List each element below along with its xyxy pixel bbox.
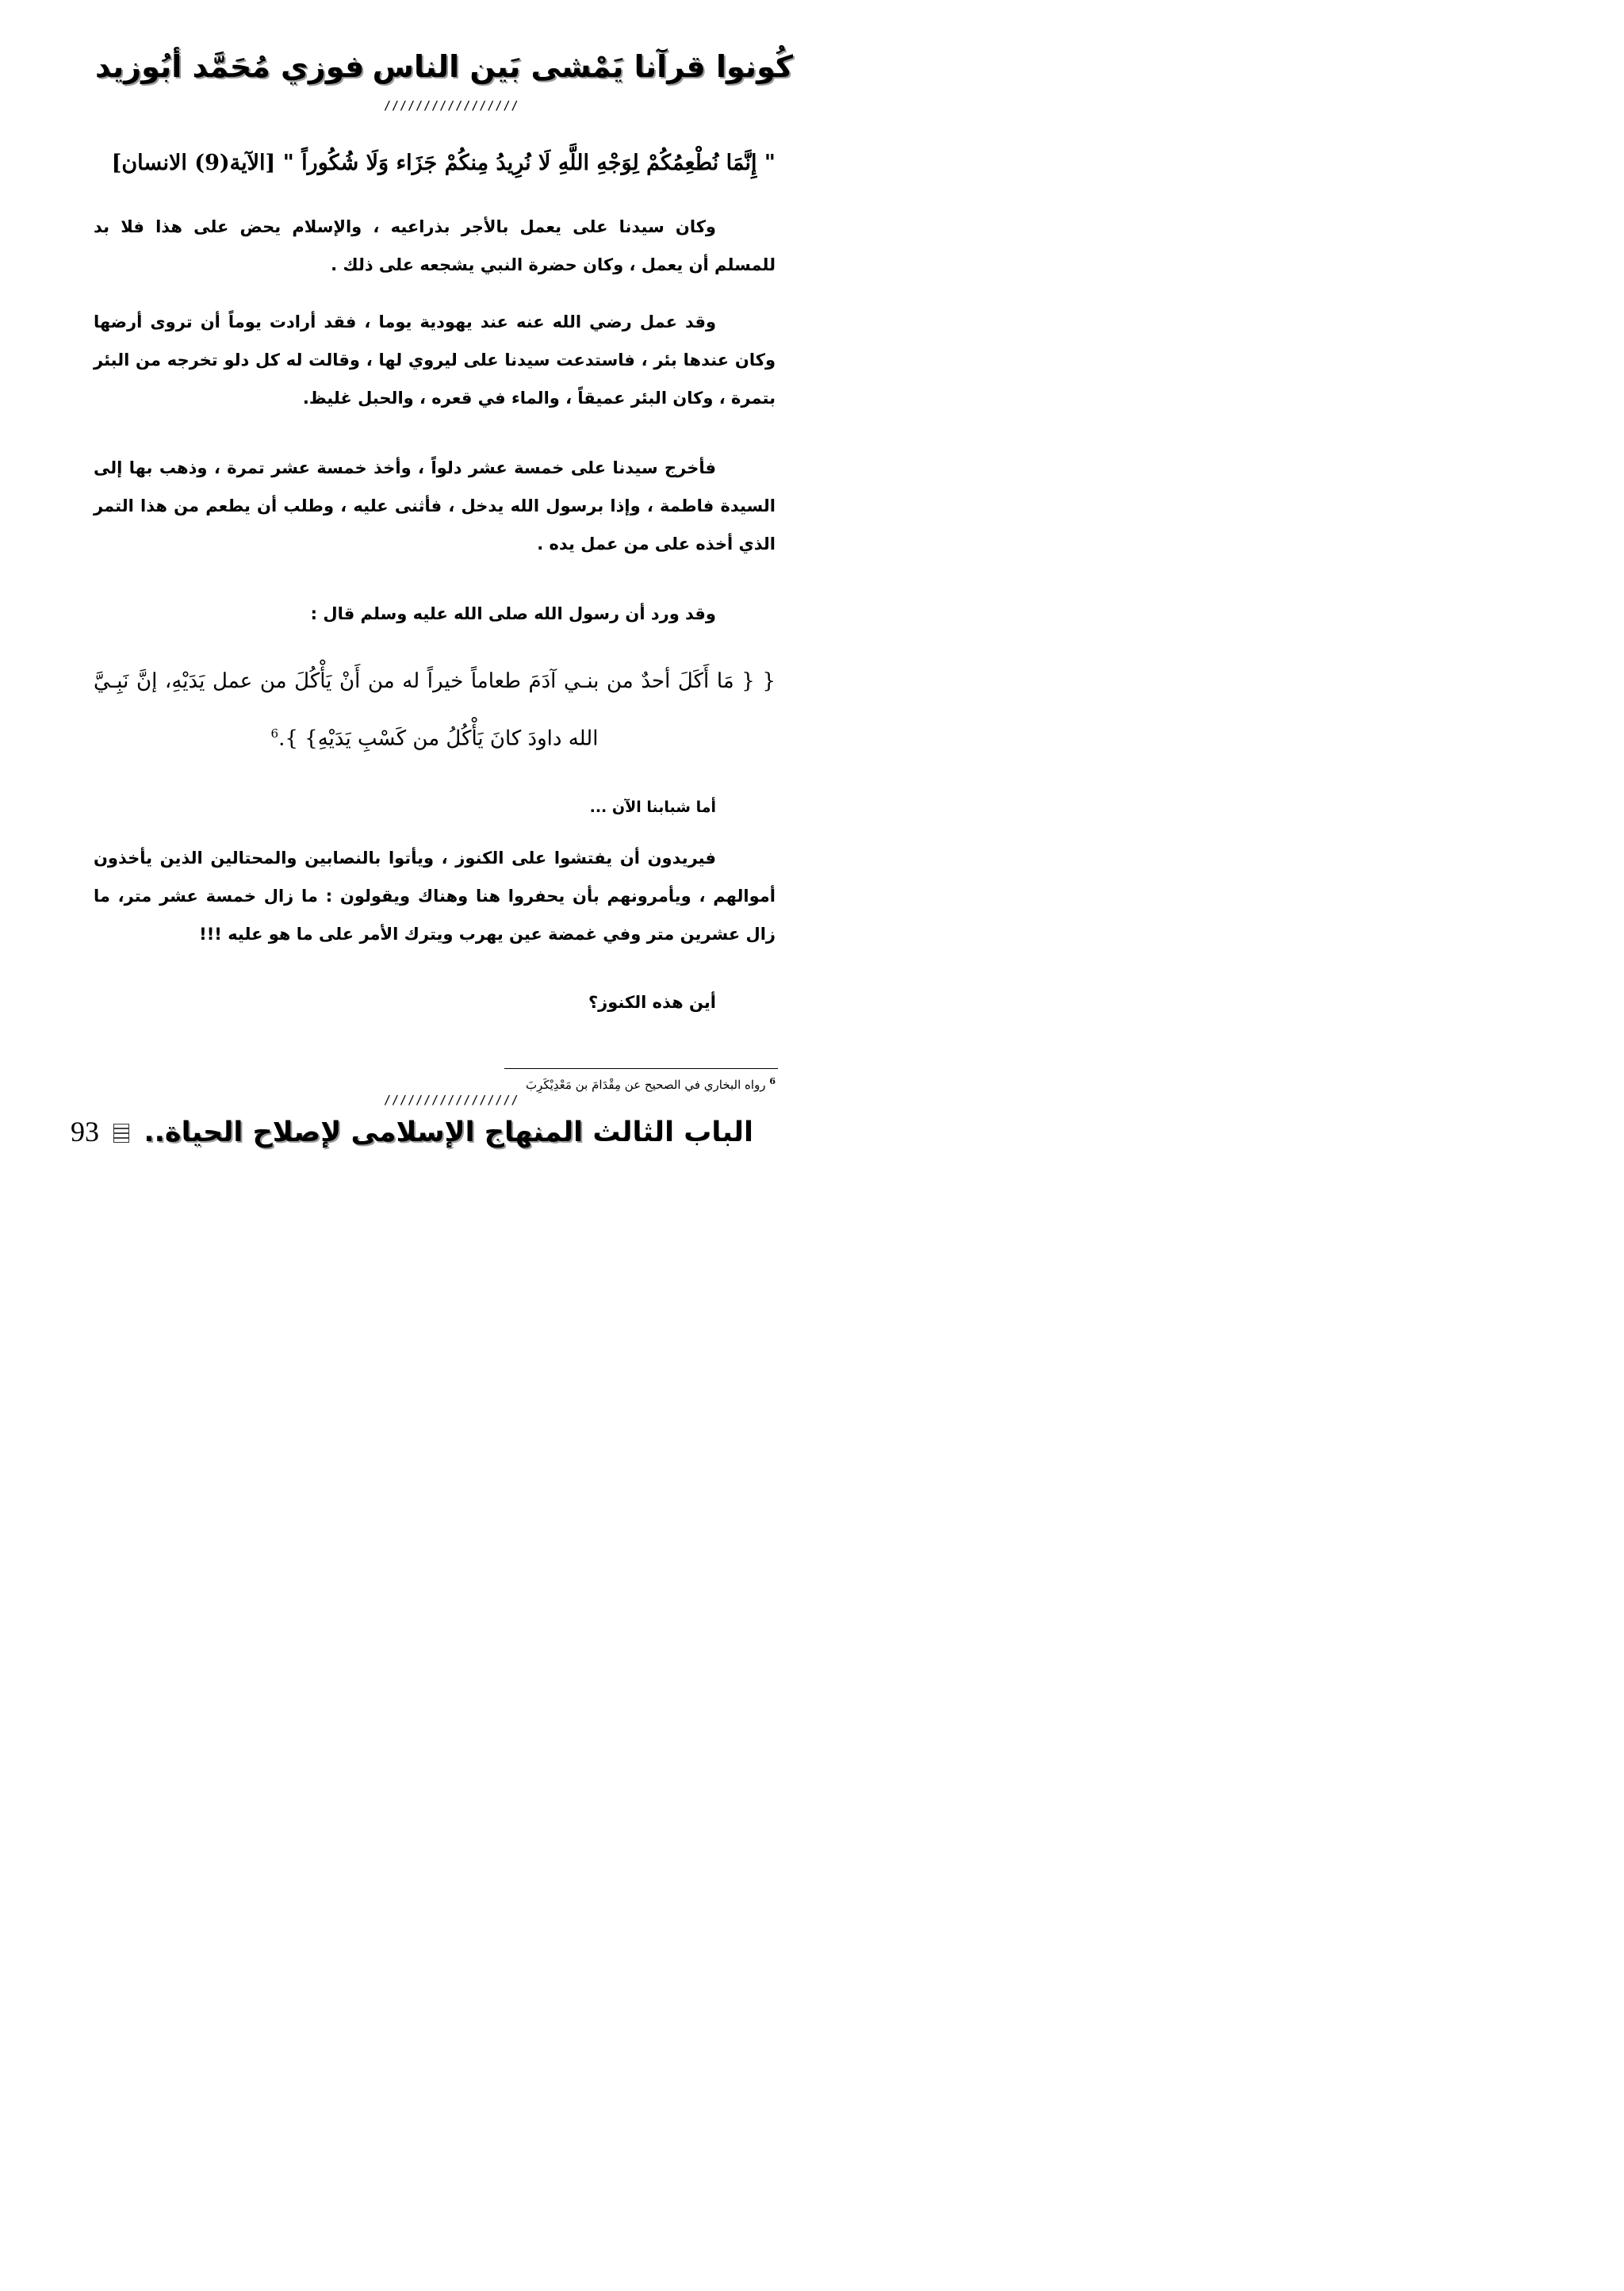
paragraph-5: فيريدون أن يفتشوا على الكنوز ، ويأتوا بالنصابين والمحتالين الذين يأخذون أموالهم ، ويأمرونهم بأن يحفروا هنا وهناك ويقولون : ما زال خمسة عشر متر، ما زال عشرين متر وفي غمضة عين يهرب ويترك الأمر على ما هو عليه !!!	[94, 849, 776, 944]
page-number: 93	[70, 1116, 99, 1147]
quran-verse: " إِنَّمَا نُطْعِمُكُمْ لِوَجْهِ اللَّهِ لَا نُرِيدُ مِنكُمْ جَزَاء وَلَا شُكُوراً " [الآية(9) الانسان]	[111, 151, 776, 175]
footnote	[526, 1076, 776, 1092]
footnote-number: 6	[769, 1076, 776, 1086]
page-header	[95, 49, 793, 97]
hadith-quote	[94, 655, 776, 765]
document-icon	[113, 1124, 129, 1143]
hadith-text: { { مَا أَكَلَ أحدٌ من بنـي آدَمَ طعاماً خيراً له من أَنْ يَأْكُلَ من عمل يَدَيْهِ، إنَّ نَبِـيَّ الله داودَ كانَ يَأْكُلُ من كَسْبِ يَدَيْهِ} }.	[94, 669, 776, 751]
paragraph-4: وقد ورد أن رسول الله صلى الله عليه وسلم قال :	[310, 604, 716, 623]
page-footer	[71, 1115, 753, 1148]
paragraph-1: وكان سيدنا على يعمل بالأجر بذراعيه ، والإسلام يحض على هذا فلا بد للمسلم أن يعمل ، وكان حضرة النبي يشجعه على ذلك .	[94, 217, 776, 274]
footnote-ref[interactable]: 6	[270, 726, 279, 741]
paragraph-3: فأخرج سيدنا على خمسة عشر دلواً ، وأخذ خمسة عشر تمرة ، وذهب بها إلى السيدة فاطمة ، وإذا برسول الله يدخل ، فأثنى عليه ، وطلب أن يطعم من هذا التمر الذي أخذه على من عمل يده .	[94, 458, 776, 554]
author-name: فوزي مُحَمَّد أبُوزيد	[95, 49, 365, 84]
top-separator: /////////////////	[384, 98, 519, 113]
chapter-label: الباب الثالث	[592, 1117, 753, 1148]
bottom-separator: /////////////////	[384, 1093, 519, 1107]
short-line: أما شبابنا الآن ...	[589, 799, 716, 816]
footnote-divider	[504, 1068, 778, 1069]
footnote-text: رواه البخاري في الصحيح عن مِقْدَامَ بن مَعْدِيْكَرِبَ	[525, 1078, 766, 1092]
paragraph-6: أين هذه الكنوز؟	[588, 993, 716, 1012]
section-title: المنهاج الإسلامى لإصلاح الحياة..	[144, 1117, 584, 1148]
book-title: كُونوا قرآنا يَمْشى بَين الناس	[372, 49, 793, 84]
paragraph-2: وقد عمل رضي الله عنه عند يهودية يوما ، فقد أرادت يوماً أن تروى أرضها وكان عندها بئر ، فاستدعت سيدنا على ليروي لها ، وقالت له كل دلو تخرجه من البئر بتمرة ، وكان البئر عميقاً ، والماء في قعره ، والحبل غليظ.	[94, 312, 776, 408]
